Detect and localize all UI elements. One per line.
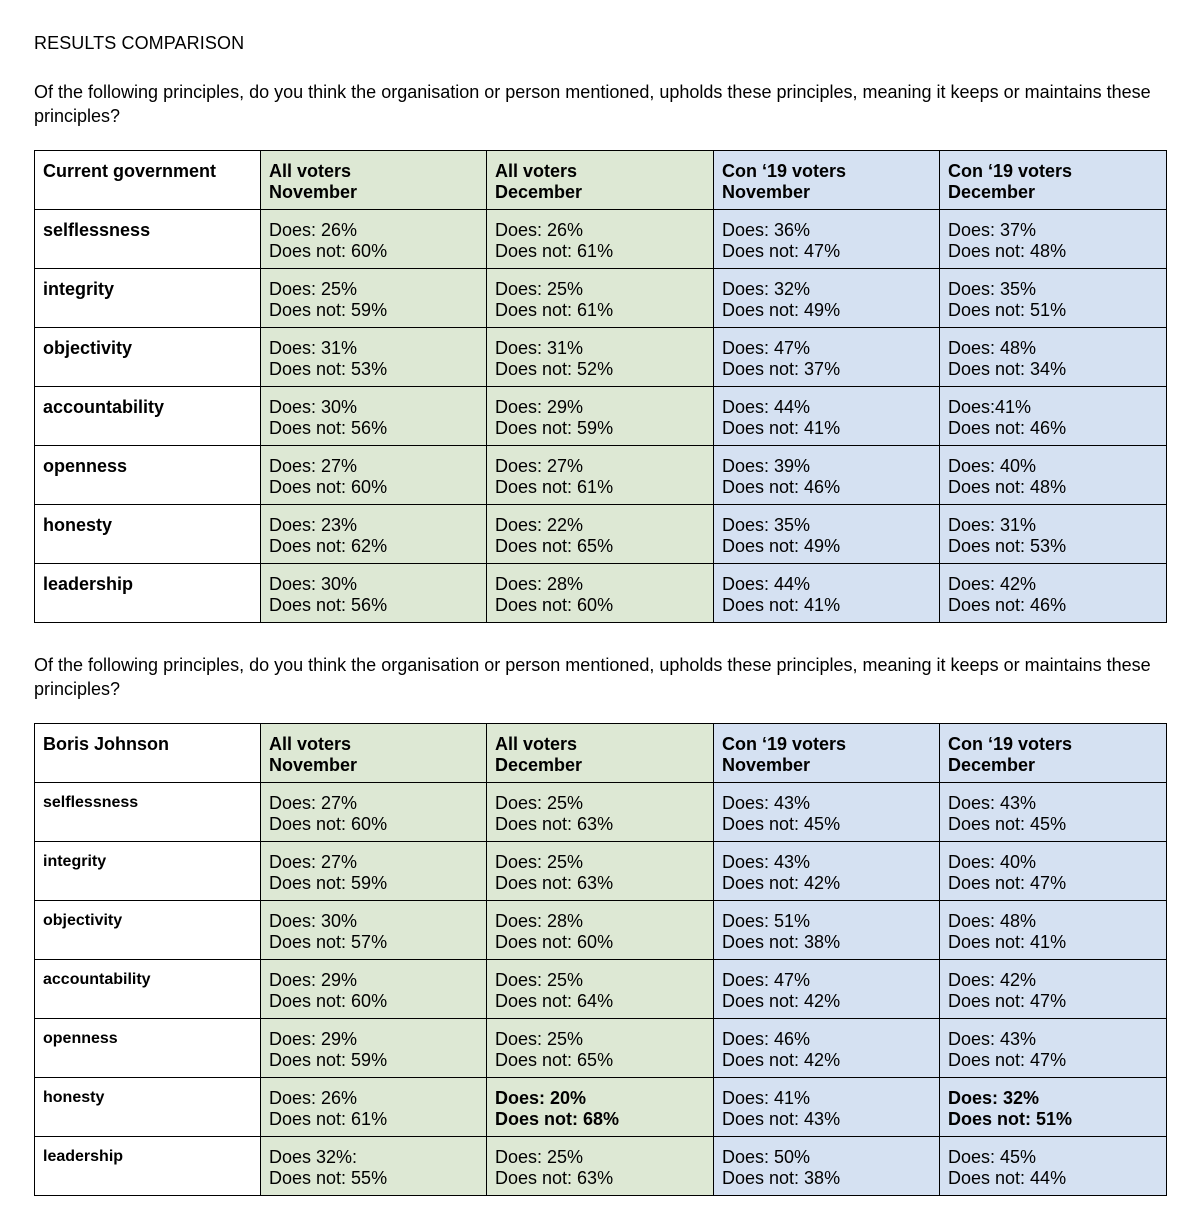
- result-cell: [487, 1078, 714, 1137]
- does-not-value: Does not: 47%: [722, 241, 841, 261]
- result-cell: [940, 446, 1167, 505]
- result-cell: [261, 328, 487, 387]
- table-row: [35, 505, 1167, 564]
- column-header-line: Con ‘19 voters: [948, 161, 1073, 181]
- does-value: Does: 30%: [269, 574, 358, 594]
- principle-label: objectivity: [35, 328, 261, 387]
- does-not-value: Does not: 45%: [722, 814, 841, 834]
- principle-label: accountability: [35, 960, 261, 1019]
- does-value: Does: 25%: [495, 279, 584, 299]
- result-cell: [487, 1019, 714, 1078]
- does-not-value: Does not: 51%: [948, 300, 1067, 320]
- does-not-value: Does not: 59%: [269, 300, 388, 320]
- table-row: [35, 210, 1167, 269]
- table-row: [35, 1078, 1167, 1137]
- question-text-2: Of the following principles, do you think the organisation or person mentioned, upholds these principles, meaning it keeps or maintains these principles?: [34, 655, 1151, 699]
- table-row: [35, 446, 1167, 505]
- does-value: Does: 35%: [722, 515, 811, 535]
- results-table-boris-johnson: [34, 723, 1167, 1196]
- result-cell: [714, 269, 940, 328]
- result-cell: [940, 960, 1167, 1019]
- column-header: [714, 151, 940, 210]
- does-value: Does: 28%: [495, 911, 584, 931]
- does-value: Does: 26%: [269, 220, 358, 240]
- table-row: [35, 842, 1167, 901]
- column-header: [487, 724, 714, 783]
- does-not-value: Does not: 45%: [948, 814, 1067, 834]
- result-cell: [261, 387, 487, 446]
- does-not-value: Does not: 42%: [722, 1050, 841, 1070]
- result-cell: [261, 842, 487, 901]
- column-header-line: December: [948, 182, 1036, 202]
- does-not-value: Does not: 43%: [722, 1109, 841, 1129]
- column-header-line: November: [269, 755, 358, 775]
- does-value: Does: 20%: [495, 1088, 587, 1108]
- does-value: Does: 45%: [948, 1147, 1037, 1167]
- principle-label: selflessness: [35, 783, 261, 842]
- does-not-value: Does not: 56%: [269, 595, 388, 615]
- column-header: [261, 724, 487, 783]
- does-value: Does: 27%: [269, 456, 358, 476]
- does-value: Does: 35%: [948, 279, 1037, 299]
- column-header: [487, 151, 714, 210]
- does-value: Does: 29%: [495, 397, 584, 417]
- result-cell: [261, 564, 487, 623]
- column-header-line: All voters: [269, 161, 352, 181]
- result-cell: [940, 901, 1167, 960]
- does-value: Does: 37%: [948, 220, 1037, 240]
- does-not-value: Does not: 60%: [269, 991, 388, 1011]
- column-header-line: November: [269, 182, 358, 202]
- does-not-value: Does not: 48%: [948, 241, 1067, 261]
- does-not-value: Does not: 56%: [269, 418, 388, 438]
- column-header-line: December: [495, 182, 583, 202]
- does-not-value: Does not: 42%: [722, 991, 841, 1011]
- table-row: [35, 1137, 1167, 1196]
- result-cell: [487, 387, 714, 446]
- does-not-value: Does not: 46%: [722, 477, 841, 497]
- does-not-value: Does not: 60%: [495, 932, 614, 952]
- result-cell: [487, 1137, 714, 1196]
- does-value: Does: 23%: [269, 515, 358, 535]
- table-row: [35, 1019, 1167, 1078]
- does-value: Does: 30%: [269, 911, 358, 931]
- does-not-value: Does not: 61%: [495, 300, 614, 320]
- table-row: [35, 564, 1167, 623]
- does-not-value: Does not: 51%: [948, 1109, 1073, 1129]
- result-cell: [940, 1078, 1167, 1137]
- does-not-value: Does not: 63%: [495, 814, 614, 834]
- does-not-value: Does not: 61%: [495, 241, 614, 261]
- principle-label: integrity: [35, 842, 261, 901]
- does-not-value: Does not: 53%: [269, 359, 388, 379]
- does-not-value: Does not: 46%: [948, 418, 1067, 438]
- result-cell: [261, 1078, 487, 1137]
- does-not-value: Does not: 60%: [269, 241, 388, 261]
- does-not-value: Does not: 59%: [269, 873, 388, 893]
- does-not-value: Does not: 37%: [722, 359, 841, 379]
- does-value: Does: 48%: [948, 338, 1037, 358]
- result-cell: [487, 505, 714, 564]
- does-not-value: Does not: 55%: [269, 1168, 388, 1188]
- result-cell: [487, 901, 714, 960]
- does-value: Does: 44%: [722, 574, 811, 594]
- does-not-value: Does not: 47%: [948, 873, 1067, 893]
- result-cell: [261, 901, 487, 960]
- column-header: [714, 724, 940, 783]
- does-not-value: Does not: 42%: [722, 873, 841, 893]
- does-not-value: Does not: 48%: [948, 477, 1067, 497]
- does-value: Does: 27%: [269, 793, 358, 813]
- principle-label: selflessness: [35, 210, 261, 269]
- does-value: Does: 32%: [948, 1088, 1040, 1108]
- result-cell: [487, 783, 714, 842]
- does-value: Does: 48%: [948, 911, 1037, 931]
- does-value: Does: 27%: [495, 456, 584, 476]
- does-value: Does: 25%: [495, 1147, 584, 1167]
- column-header-line: Con ‘19 voters: [722, 734, 847, 754]
- does-value: Does: 31%: [495, 338, 584, 358]
- does-value: Does: 43%: [948, 1029, 1037, 1049]
- result-cell: [714, 564, 940, 623]
- column-header-line: All voters: [495, 161, 578, 181]
- principle-label: objectivity: [35, 901, 261, 960]
- does-not-value: Does not: 34%: [948, 359, 1067, 379]
- principle-label: leadership: [35, 1137, 261, 1196]
- does-not-value: Does not: 53%: [948, 536, 1067, 556]
- principle-label: accountability: [35, 387, 261, 446]
- does-not-value: Does not: 38%: [722, 932, 841, 952]
- result-cell: [261, 783, 487, 842]
- document-title: RESULTS COMPARISON: [34, 33, 245, 53]
- does-not-value: Does not: 68%: [495, 1109, 620, 1129]
- does-value: Does: 32%: [722, 279, 811, 299]
- does-not-value: Does not: 64%: [495, 991, 614, 1011]
- principle-label: integrity: [35, 269, 261, 328]
- principle-label: leadership: [35, 564, 261, 623]
- result-cell: [940, 783, 1167, 842]
- principle-label: openness: [35, 446, 261, 505]
- result-cell: [714, 901, 940, 960]
- result-cell: [940, 269, 1167, 328]
- result-cell: [261, 960, 487, 1019]
- column-header-line: November: [722, 182, 811, 202]
- does-not-value: Does not: 62%: [269, 536, 388, 556]
- does-not-value: Does not: 41%: [722, 418, 841, 438]
- does-value: Does: 28%: [495, 574, 584, 594]
- does-not-value: Does not: 49%: [722, 300, 841, 320]
- result-cell: [261, 505, 487, 564]
- does-not-value: Does not: 59%: [495, 418, 614, 438]
- does-value: Does: 46%: [722, 1029, 811, 1049]
- does-value: Does: 31%: [269, 338, 358, 358]
- result-cell: [487, 564, 714, 623]
- does-not-value: Does not: 47%: [948, 1050, 1067, 1070]
- does-value: Does: 47%: [722, 338, 811, 358]
- does-value: Does: 29%: [269, 1029, 358, 1049]
- does-not-value: Does not: 47%: [948, 991, 1067, 1011]
- column-header-line: Con ‘19 voters: [722, 161, 847, 181]
- does-not-value: Does not: 59%: [269, 1050, 388, 1070]
- result-cell: [487, 269, 714, 328]
- does-value: Does: 50%: [722, 1147, 811, 1167]
- result-cell: [714, 960, 940, 1019]
- does-value: Does: 26%: [269, 1088, 358, 1108]
- principle-label: honesty: [35, 505, 261, 564]
- does-value: Does: 29%: [269, 970, 358, 990]
- does-not-value: Does not: 63%: [495, 1168, 614, 1188]
- does-value: Does:41%: [948, 397, 1032, 417]
- question-text-1: Of the following principles, do you think the organisation or person mentioned, upholds these principles, meaning it keeps or maintains these principles?: [34, 82, 1151, 126]
- does-value: Does: 25%: [495, 970, 584, 990]
- result-cell: [940, 505, 1167, 564]
- result-cell: [940, 564, 1167, 623]
- does-not-value: Does not: 46%: [948, 595, 1067, 615]
- does-value: Does: 25%: [495, 1029, 584, 1049]
- does-value: Does: 42%: [948, 970, 1037, 990]
- does-not-value: Does not: 65%: [495, 536, 614, 556]
- column-header-line: All voters: [269, 734, 352, 754]
- does-not-value: Does not: 44%: [948, 1168, 1067, 1188]
- does-value: Does: 25%: [495, 793, 584, 813]
- does-value: Does: 43%: [722, 793, 811, 813]
- does-not-value: Does not: 57%: [269, 932, 388, 952]
- does-value: Does: 25%: [495, 852, 584, 872]
- does-not-value: Does not: 60%: [269, 477, 388, 497]
- result-cell: [714, 842, 940, 901]
- does-value: Does: 43%: [948, 793, 1037, 813]
- does-value: Does: 41%: [722, 1088, 811, 1108]
- result-cell: [940, 210, 1167, 269]
- does-value: Does: 26%: [495, 220, 584, 240]
- result-cell: [714, 1019, 940, 1078]
- result-cell: [714, 210, 940, 269]
- column-header: [940, 151, 1167, 210]
- does-value: Does: 36%: [722, 220, 811, 240]
- result-cell: [940, 1137, 1167, 1196]
- does-not-value: Does not: 63%: [495, 873, 614, 893]
- result-cell: [261, 446, 487, 505]
- does-not-value: Does not: 41%: [948, 932, 1067, 952]
- does-value: Does: 43%: [722, 852, 811, 872]
- result-cell: [940, 328, 1167, 387]
- results-table-current-government: [34, 150, 1167, 623]
- does-value: Does: 40%: [948, 852, 1037, 872]
- table-subject-heading: Current government: [35, 151, 261, 210]
- result-cell: [487, 842, 714, 901]
- column-header-line: Con ‘19 voters: [948, 734, 1073, 754]
- result-cell: [487, 446, 714, 505]
- does-not-value: Does not: 60%: [495, 595, 614, 615]
- result-cell: [940, 387, 1167, 446]
- table-row: [35, 328, 1167, 387]
- principle-label: openness: [35, 1019, 261, 1078]
- column-header-line: December: [495, 755, 583, 775]
- table-subject-heading: Boris Johnson: [35, 724, 261, 783]
- table-row: [35, 960, 1167, 1019]
- column-header: [261, 151, 487, 210]
- column-header-line: November: [722, 755, 811, 775]
- does-value: Does: 40%: [948, 456, 1037, 476]
- table-row: [35, 269, 1167, 328]
- result-cell: [714, 387, 940, 446]
- does-value: Does: 47%: [722, 970, 811, 990]
- does-value: Does: 39%: [722, 456, 811, 476]
- result-cell: [261, 210, 487, 269]
- does-not-value: Does not: 61%: [495, 477, 614, 497]
- does-not-value: Does not: 38%: [722, 1168, 841, 1188]
- result-cell: [714, 505, 940, 564]
- does-value: Does: 25%: [269, 279, 358, 299]
- result-cell: [714, 1137, 940, 1196]
- result-cell: [261, 1019, 487, 1078]
- does-not-value: Does not: 49%: [722, 536, 841, 556]
- result-cell: [261, 269, 487, 328]
- table-row: [35, 387, 1167, 446]
- result-cell: [714, 328, 940, 387]
- table-row: [35, 783, 1167, 842]
- principle-label: honesty: [35, 1078, 261, 1137]
- does-not-value: Does not: 61%: [269, 1109, 388, 1129]
- does-value: Does: 31%: [948, 515, 1037, 535]
- does-not-value: Does not: 41%: [722, 595, 841, 615]
- does-value: Does: 51%: [722, 911, 811, 931]
- does-not-value: Does not: 52%: [495, 359, 614, 379]
- does-value: Does: 42%: [948, 574, 1037, 594]
- result-cell: [714, 1078, 940, 1137]
- result-cell: [487, 960, 714, 1019]
- column-header-line: December: [948, 755, 1036, 775]
- result-cell: [714, 446, 940, 505]
- result-cell: [487, 210, 714, 269]
- table-row: [35, 901, 1167, 960]
- does-not-value: Does not: 60%: [269, 814, 388, 834]
- result-cell: [487, 328, 714, 387]
- column-header: [940, 724, 1167, 783]
- does-value: Does 32%:: [269, 1147, 358, 1167]
- does-value: Does: 44%: [722, 397, 811, 417]
- table-header-row: [35, 724, 1167, 783]
- table-header-row: [35, 151, 1167, 210]
- result-cell: [261, 1137, 487, 1196]
- does-not-value: Does not: 65%: [495, 1050, 614, 1070]
- column-header-line: All voters: [495, 734, 578, 754]
- result-cell: [940, 1019, 1167, 1078]
- does-value: Does: 30%: [269, 397, 358, 417]
- result-cell: [940, 842, 1167, 901]
- result-cell: [714, 783, 940, 842]
- does-value: Does: 22%: [495, 515, 584, 535]
- does-value: Does: 27%: [269, 852, 358, 872]
